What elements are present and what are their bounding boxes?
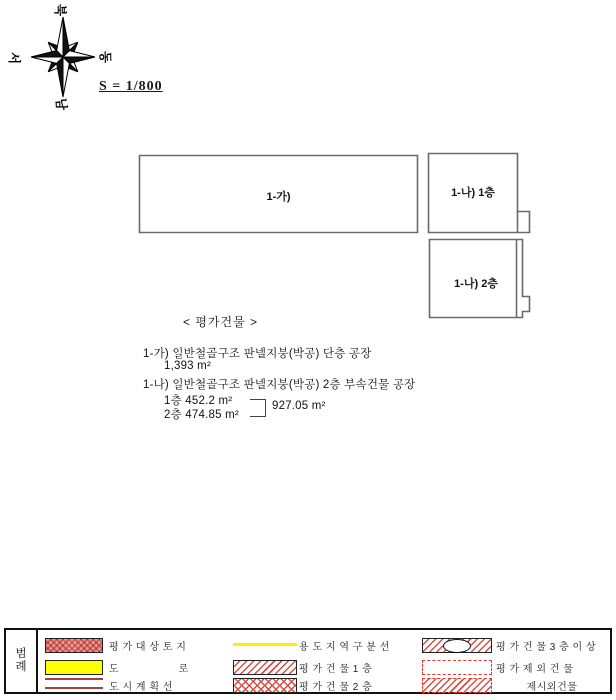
compass-east-label: 동 [98,50,112,64]
compass-south-label: 남 [54,97,68,111]
legend-title-line1: 범 [15,648,27,660]
building-1na-f2-label: 1-나) 2층 [454,278,498,290]
legend-swatch-city-plan-line-2 [45,687,103,689]
legend-label-road: 도 로 [109,664,189,675]
legend-label-zoning-line: 용 도 지 역 구 분 선 [299,642,390,653]
note-building-1ga: 1-가) 일반철골구조 판넬지붕(박공) 단층 공장 [143,348,372,360]
legend-title [6,630,38,692]
compass-rose-icon [27,14,99,100]
note-building-1ga-area: 1,393 m² [164,360,211,372]
legend-swatch-excluded-building [422,660,492,675]
legend-swatch-zoning-line [233,643,297,646]
building-outlines-drawing [130,140,540,330]
note-1na-floor1-area: 1층 452.2 m² [164,395,233,407]
sum-bracket [250,399,266,417]
legend-label-building-3f-plus: 평 가 건 물 3 층 이 상 [496,642,597,653]
legend-label-building-1f: 평 가 건 물 1 층 [299,664,373,675]
note-1na-total-area: 927.05 m² [272,400,326,412]
legend-swatch-city-plan-line-1 [45,678,103,680]
legend-swatch-building-2f [233,678,297,693]
legend [4,628,612,694]
note-1na-floor2-area: 2층 474.85 m² [164,409,239,421]
legend-swatch-unreported-building [422,678,492,693]
map-scale-label: S = 1/800 [99,79,163,94]
legend-swatch-building-1f [233,660,297,675]
legend-label-excluded-building: 평 가 제 외 건 물 [496,664,574,675]
legend-label-unreported-building: 제시외건물 [526,682,578,693]
building-1na-f1-label: 1-나) 1층 [451,187,495,199]
compass-north-label: 북 [53,3,67,17]
legend-label-target-land: 평 가 대 상 토 지 [109,642,187,653]
legend-swatch-target-land [45,638,103,653]
building-1ga-label: 1-가) [266,191,291,203]
compass-west-label: 서 [7,51,21,65]
plan-caption: < 평가건물 > [183,315,259,329]
note-building-1na: 1-나) 일반철골구조 판넬지붕(박공) 2층 부속건물 공장 [143,379,416,391]
legend-label-city-plan-line: 도 시 계 획 선 [109,682,173,693]
legend-ellipse-marker [443,639,471,653]
legend-label-building-2f: 평 가 건 물 2 층 [299,682,373,693]
legend-swatch-building-3f-plus [422,638,492,653]
legend-title-line2: 례 [15,661,27,673]
legend-swatch-road [45,660,103,675]
